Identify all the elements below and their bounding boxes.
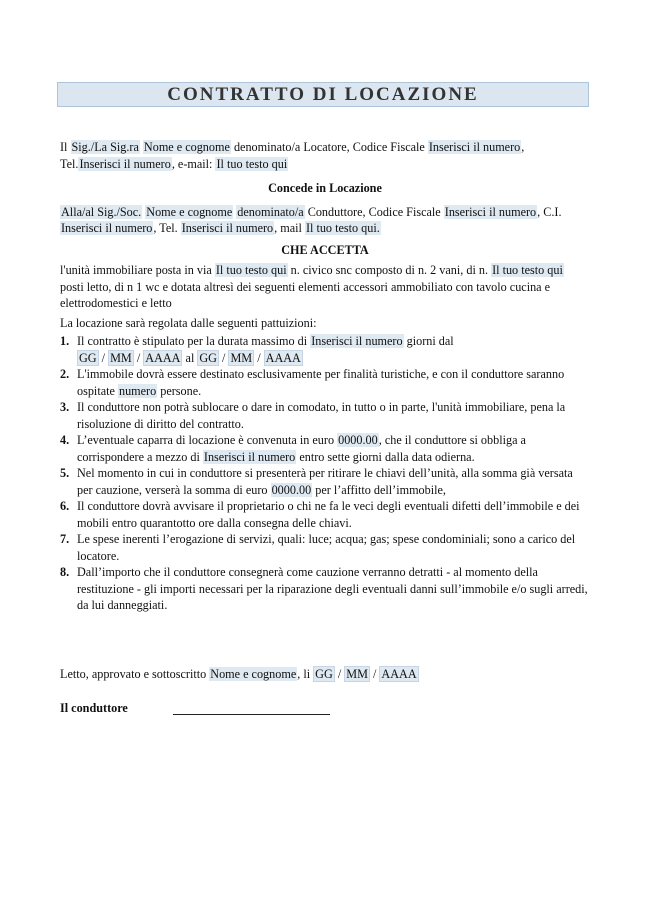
property-paragraph: l'unità immobiliare posta in via Il tuo testo qui n. civico snc composto di n. 2 vani, di n. Il tuo testo qui posti letto, di n 1 wc e dotata altresì dei seguenti elementi accessori ammobiliato con tavolo cucina e elettrodomestici e letto (60, 263, 563, 310)
field-days[interactable]: Inserisci il numero (311, 334, 403, 348)
term-item: 5. Nel momento in cui in conduttore si presenterà per ritirare le chiavi dell’unità, alla somma già versata per cauzione, verserà la somma di euro 0000.00 per l’affitto dell’immobile, (60, 466, 573, 497)
field-tenant-phone[interactable]: Inserisci il numero (181, 221, 274, 235)
field-tenant-email[interactable]: Il tuo testo qui. (305, 221, 380, 235)
field-deposit[interactable]: 0000.00 (338, 433, 378, 447)
field-guests[interactable]: numero (118, 383, 157, 398)
field-signer-name[interactable]: Nome e cognome (210, 667, 297, 681)
field-payment-method[interactable]: Inserisci il numero (203, 449, 296, 464)
field-date-to[interactable]: GG / MM / AAAA (199, 350, 301, 365)
contract-body (60, 139, 590, 614)
field-sigsoc[interactable]: Alla/al Sig./Soc. (61, 204, 142, 219)
tenant-signature-label: Il conduttore (60, 701, 128, 715)
field-landlord-tax-code[interactable]: Inserisci il numero (428, 140, 521, 154)
term-item: 1. Il contratto è stipulato per la durata massimo di Inserisci il numero giorni dal GG / MM / AAAA al GG / MM / AAAA (60, 334, 454, 365)
term-item: 8. Dall’importo che il conduttore consegnerà come cauzione verranno detratti - al momento della restituzione - gli importi necessari per la riparazione degli eventuali danni sull’immobile e/o sugli arredi, da lui danneggiati. (60, 565, 588, 612)
field-date-from[interactable]: GG / MM / AAAA (79, 350, 181, 365)
terms-intro: La locazione sarà regolata dalle seguenti pattuizioni: (60, 315, 317, 330)
field-tenant-ci[interactable]: Inserisci il numero (61, 221, 153, 235)
accetta-heading: CHE ACCETTA (281, 242, 369, 257)
field-sign-date[interactable]: GG / MM / AAAA (315, 667, 417, 681)
concede-heading: Concede in Locazione (268, 181, 382, 195)
field-street[interactable]: Il tuo testo qui (215, 263, 287, 277)
term-item: 6. Il conduttore dovrà avvisare il proprietario o chi ne fa le veci degli eventuali difetti dell’immobile e dei mobili entro quarantotto ore dalla consegna delle chiavi. (60, 499, 580, 530)
field-beds[interactable]: Il tuo testo qui (492, 263, 563, 277)
term-item: 7. Le spese inerenti l’erogazione di servizi, quali: luce; acqua; gas; spese condominiali; sono a carico del locatore. (60, 532, 576, 563)
signature-statement: Letto, approvato e sottoscritto Nome e cognome, li GG / MM / AAAA (60, 667, 417, 681)
signature-line[interactable] (173, 714, 330, 715)
landlord-paragraph: Il Sig./La Sig.ra Nome e cognome denominato/a Locatore, Codice Fiscale Inserisci il numero, Tel.Inserisci il numero, e-mail: Il tuo testo qui (60, 140, 525, 171)
document-title: CONTRATTO DI LOCAZIONE (167, 83, 479, 105)
field-landlord-phone[interactable]: Inserisci il numero (79, 156, 171, 171)
terms-list (60, 333, 590, 614)
field-denominato[interactable]: denominato/a (237, 204, 304, 219)
title-banner (57, 82, 589, 107)
field-landlord-email[interactable]: Il tuo testo qui (216, 156, 288, 171)
term-item: 2. L'immobile dovrà essere destinato esclusivamente per finalità turistiche, e con il conduttore saranno ospitate numero persone. (60, 367, 565, 398)
field-landlord-name[interactable]: Nome e cognome (143, 140, 230, 154)
field-tenant-tax-code[interactable]: Inserisci il numero (444, 204, 537, 219)
term-item: 4. L’eventuale caparra di locazione è convenuta in euro 0000.00, che il conduttore si obbliga a corrispondere a mezzo di Inserisci il numero entro sette giorni dalla data odierna. (60, 433, 526, 464)
field-rent-amount[interactable]: 0000.00 (271, 482, 312, 497)
field-tenant-name[interactable]: Nome e cognome (146, 204, 233, 219)
term-item: 3. Il conduttore non potrà sublocare o dare in comodato, in tutto o in parte, l'unità immobiliare, pena la risoluzione di diritto del contratto. (60, 400, 566, 431)
field-sig[interactable]: Sig./La Sig.ra (71, 140, 139, 154)
tenant-paragraph: Alla/al Sig./Soc. Nome e cognome denominato/a Conduttore, Codice Fiscale Inserisci il numero, C.I. Inserisci il numero, Tel. Inserisci il numero, mail Il tuo testo qui. (61, 204, 562, 235)
